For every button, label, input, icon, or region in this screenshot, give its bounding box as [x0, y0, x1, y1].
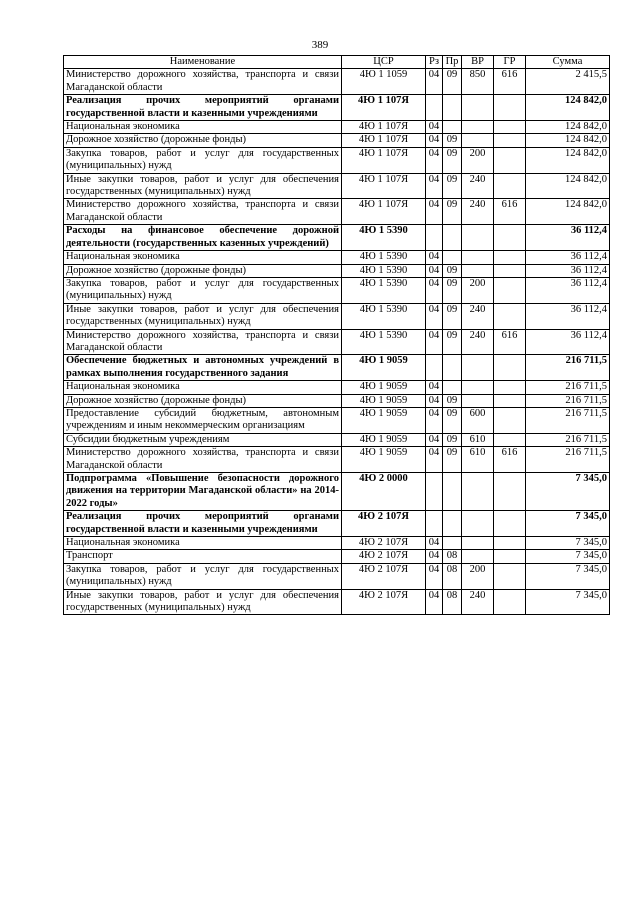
table-row [64, 433, 610, 446]
cell-csr: 4Ю 1 107Я [342, 199, 426, 225]
table-row [64, 121, 610, 134]
cell-gr [494, 381, 526, 394]
cell-vr: 240 [462, 329, 494, 355]
cell-vr [462, 550, 494, 563]
cell-sum: 7 345,0 [526, 537, 610, 550]
cell-pr: 09 [443, 199, 462, 225]
cell-gr: 616 [494, 447, 526, 473]
cell-name: Национальная экономика [64, 537, 342, 550]
cell-rz: 04 [426, 134, 443, 147]
cell-sum: 36 112,4 [526, 251, 610, 264]
table-row [64, 407, 610, 433]
cell-gr [494, 473, 526, 511]
cell-name: Закупка товаров, работ и услуг для государственных (муниципальных) нужд [64, 563, 342, 589]
table-row [64, 563, 610, 589]
cell-sum: 216 711,5 [526, 433, 610, 446]
cell-sum: 36 112,4 [526, 303, 610, 329]
cell-vr [462, 381, 494, 394]
cell-gr [494, 355, 526, 381]
cell-rz: 04 [426, 563, 443, 589]
cell-vr: 240 [462, 173, 494, 199]
table-row [64, 589, 610, 615]
cell-csr: 4Ю 1 107Я [342, 121, 426, 134]
cell-name: Подпрограмма «Повышение безопасности дорожного движения на территории Магаданской области» на 2014-2022 годы» [64, 473, 342, 511]
cell-pr [443, 473, 462, 511]
cell-name: Министерство дорожного хозяйства, транспорта и связи Магаданской области [64, 447, 342, 473]
cell-vr [462, 394, 494, 407]
cell-gr [494, 147, 526, 173]
cell-sum: 216 711,5 [526, 355, 610, 381]
cell-name: Министерство дорожного хозяйства, транспорта и связи Магаданской области [64, 199, 342, 225]
cell-rz: 04 [426, 433, 443, 446]
cell-gr [494, 511, 526, 537]
cell-csr: 4Ю 1 9059 [342, 355, 426, 381]
cell-name: Иные закупки товаров, работ и услуг для обеспечения государственных (муниципальных) нужд [64, 173, 342, 199]
cell-csr: 4Ю 1 5390 [342, 329, 426, 355]
table-row [64, 95, 610, 121]
cell-gr [494, 173, 526, 199]
cell-csr: 4Ю 1 5390 [342, 303, 426, 329]
cell-rz: 04 [426, 173, 443, 199]
cell-pr [443, 355, 462, 381]
cell-name: Министерство дорожного хозяйства, транспорта и связи Магаданской области [64, 329, 342, 355]
cell-vr: 200 [462, 147, 494, 173]
cell-gr [494, 550, 526, 563]
cell-csr: 4Ю 1 9059 [342, 394, 426, 407]
cell-vr [462, 264, 494, 277]
table-row [64, 329, 610, 355]
cell-csr: 4Ю 2 107Я [342, 550, 426, 563]
cell-rz: 04 [426, 550, 443, 563]
cell-pr [443, 537, 462, 550]
cell-gr: 616 [494, 329, 526, 355]
header-sum: Сумма [526, 56, 610, 69]
header-name: Наименование [64, 56, 342, 69]
cell-pr: 09 [443, 147, 462, 173]
cell-vr [462, 134, 494, 147]
table-row [64, 303, 610, 329]
cell-name: Национальная экономика [64, 121, 342, 134]
cell-rz: 04 [426, 447, 443, 473]
cell-pr [443, 511, 462, 537]
cell-name: Национальная экономика [64, 381, 342, 394]
cell-csr: 4Ю 1 5390 [342, 264, 426, 277]
cell-csr: 4Ю 1 5390 [342, 225, 426, 251]
header-vr: ВР [462, 56, 494, 69]
cell-gr [494, 134, 526, 147]
cell-rz: 04 [426, 303, 443, 329]
cell-sum: 2 415,5 [526, 69, 610, 95]
header-rz: Рз [426, 56, 443, 69]
cell-name: Министерство дорожного хозяйства, транспорта и связи Магаданской области [64, 69, 342, 95]
cell-vr: 200 [462, 277, 494, 303]
table-row [64, 251, 610, 264]
table-row [64, 381, 610, 394]
cell-gr [494, 277, 526, 303]
cell-name: Реализация прочих мероприятий органами государственной власти и казенными учреждениями [64, 95, 342, 121]
table-row [64, 199, 610, 225]
cell-name: Закупка товаров, работ и услуг для государственных (муниципальных) нужд [64, 277, 342, 303]
cell-rz: 04 [426, 589, 443, 615]
cell-name: Иные закупки товаров, работ и услуг для обеспечения государственных (муниципальных) нужд [64, 589, 342, 615]
cell-rz: 04 [426, 69, 443, 95]
cell-csr: 4Ю 1 5390 [342, 277, 426, 303]
cell-gr [494, 394, 526, 407]
cell-rz: 04 [426, 147, 443, 173]
cell-name: Национальная экономика [64, 251, 342, 264]
cell-rz: 04 [426, 121, 443, 134]
cell-sum: 7 345,0 [526, 511, 610, 537]
cell-rz: 04 [426, 329, 443, 355]
table-row [64, 173, 610, 199]
cell-rz [426, 473, 443, 511]
cell-name: Предоставление субсидий бюджетным, автономным учреждениям и иным некоммерческим организациям [64, 407, 342, 433]
cell-sum: 124 842,0 [526, 95, 610, 121]
cell-vr: 610 [462, 433, 494, 446]
table-body [64, 69, 610, 615]
cell-rz [426, 511, 443, 537]
header-pr: Пр [443, 56, 462, 69]
cell-pr [443, 225, 462, 251]
table-row [64, 355, 610, 381]
cell-pr: 08 [443, 550, 462, 563]
cell-csr: 4Ю 1 107Я [342, 95, 426, 121]
cell-csr: 4Ю 2 107Я [342, 589, 426, 615]
table-row [64, 473, 610, 511]
table-row [64, 550, 610, 563]
cell-pr: 08 [443, 563, 462, 589]
cell-vr: 610 [462, 447, 494, 473]
table-row [64, 147, 610, 173]
cell-pr: 09 [443, 407, 462, 433]
cell-vr: 600 [462, 407, 494, 433]
header-csr: ЦСР [342, 56, 426, 69]
cell-sum: 124 842,0 [526, 199, 610, 225]
cell-rz: 04 [426, 381, 443, 394]
cell-name: Расходы на финансовое обеспечение дорожной деятельности (государственных казенных учреждений) [64, 225, 342, 251]
table-row [64, 447, 610, 473]
cell-sum: 124 842,0 [526, 134, 610, 147]
cell-csr: 4Ю 1 5390 [342, 251, 426, 264]
cell-rz [426, 95, 443, 121]
cell-gr [494, 433, 526, 446]
table-header-row [64, 56, 610, 69]
cell-csr: 4Ю 1 107Я [342, 147, 426, 173]
cell-sum: 36 112,4 [526, 329, 610, 355]
cell-pr: 09 [443, 69, 462, 95]
cell-rz [426, 355, 443, 381]
table-row [64, 537, 610, 550]
table-row [64, 277, 610, 303]
cell-csr: 4Ю 2 107Я [342, 511, 426, 537]
table-row [64, 394, 610, 407]
cell-vr [462, 95, 494, 121]
cell-csr: 4Ю 1 9059 [342, 433, 426, 446]
budget-table [63, 55, 610, 615]
cell-sum: 7 345,0 [526, 563, 610, 589]
cell-rz: 04 [426, 407, 443, 433]
cell-sum: 7 345,0 [526, 589, 610, 615]
cell-pr: 09 [443, 277, 462, 303]
cell-rz [426, 225, 443, 251]
cell-csr: 4Ю 1 9059 [342, 447, 426, 473]
cell-vr [462, 121, 494, 134]
cell-rz: 04 [426, 394, 443, 407]
cell-name: Дорожное хозяйство (дорожные фонды) [64, 264, 342, 277]
cell-pr [443, 95, 462, 121]
cell-csr: 4Ю 2 0000 [342, 473, 426, 511]
cell-pr: 08 [443, 589, 462, 615]
cell-name: Обеспечение бюджетных и автономных учреждений в рамках выполнения государственного задания [64, 355, 342, 381]
cell-name: Дорожное хозяйство (дорожные фонды) [64, 134, 342, 147]
cell-name: Иные закупки товаров, работ и услуг для обеспечения государственных (муниципальных) нужд [64, 303, 342, 329]
cell-sum: 124 842,0 [526, 147, 610, 173]
cell-vr: 850 [462, 69, 494, 95]
cell-csr: 4Ю 1 1059 [342, 69, 426, 95]
cell-sum: 216 711,5 [526, 447, 610, 473]
cell-vr: 240 [462, 199, 494, 225]
cell-name: Закупка товаров, работ и услуг для государственных (муниципальных) нужд [64, 147, 342, 173]
cell-csr: 4Ю 1 9059 [342, 381, 426, 394]
cell-pr: 09 [443, 394, 462, 407]
cell-vr: 200 [462, 563, 494, 589]
cell-csr: 4Ю 1 9059 [342, 407, 426, 433]
cell-gr [494, 251, 526, 264]
cell-csr: 4Ю 1 107Я [342, 173, 426, 199]
cell-sum: 7 345,0 [526, 473, 610, 511]
table-row [64, 69, 610, 95]
page-number: 389 [311, 39, 329, 51]
cell-pr: 09 [443, 264, 462, 277]
cell-pr: 09 [443, 433, 462, 446]
cell-gr [494, 264, 526, 277]
header-gr: ГР [494, 56, 526, 69]
table-row [64, 134, 610, 147]
cell-gr [494, 589, 526, 615]
cell-gr [494, 537, 526, 550]
cell-csr: 4Ю 1 107Я [342, 134, 426, 147]
cell-sum: 124 842,0 [526, 121, 610, 134]
cell-rz: 04 [426, 251, 443, 264]
cell-vr [462, 511, 494, 537]
cell-gr: 616 [494, 69, 526, 95]
cell-pr: 09 [443, 447, 462, 473]
cell-gr [494, 95, 526, 121]
cell-vr [462, 355, 494, 381]
cell-pr: 09 [443, 329, 462, 355]
cell-vr [462, 225, 494, 251]
cell-vr: 240 [462, 303, 494, 329]
cell-pr: 09 [443, 134, 462, 147]
cell-gr: 616 [494, 199, 526, 225]
cell-gr [494, 563, 526, 589]
cell-vr [462, 537, 494, 550]
cell-gr [494, 225, 526, 251]
cell-rz: 04 [426, 277, 443, 303]
cell-pr: 09 [443, 303, 462, 329]
cell-name: Реализация прочих мероприятий органами государственной власти и казенными учреждениями [64, 511, 342, 537]
cell-name: Дорожное хозяйство (дорожные фонды) [64, 394, 342, 407]
table-row [64, 511, 610, 537]
cell-sum: 124 842,0 [526, 173, 610, 199]
cell-sum: 36 112,4 [526, 277, 610, 303]
table-row [64, 264, 610, 277]
cell-sum: 216 711,5 [526, 394, 610, 407]
cell-vr [462, 251, 494, 264]
cell-rz: 04 [426, 264, 443, 277]
cell-csr: 4Ю 2 107Я [342, 537, 426, 550]
cell-pr [443, 381, 462, 394]
cell-sum: 216 711,5 [526, 407, 610, 433]
cell-pr: 09 [443, 173, 462, 199]
cell-rz: 04 [426, 537, 443, 550]
cell-pr [443, 121, 462, 134]
cell-vr [462, 473, 494, 511]
cell-sum: 7 345,0 [526, 550, 610, 563]
cell-pr [443, 251, 462, 264]
cell-name: Субсидии бюджетным учреждениям [64, 433, 342, 446]
table-row [64, 225, 610, 251]
cell-gr [494, 303, 526, 329]
cell-sum: 36 112,4 [526, 264, 610, 277]
cell-gr [494, 121, 526, 134]
cell-csr: 4Ю 2 107Я [342, 563, 426, 589]
cell-sum: 36 112,4 [526, 225, 610, 251]
cell-vr: 240 [462, 589, 494, 615]
cell-name: Транспорт [64, 550, 342, 563]
cell-rz: 04 [426, 199, 443, 225]
cell-gr [494, 407, 526, 433]
cell-sum: 216 711,5 [526, 381, 610, 394]
